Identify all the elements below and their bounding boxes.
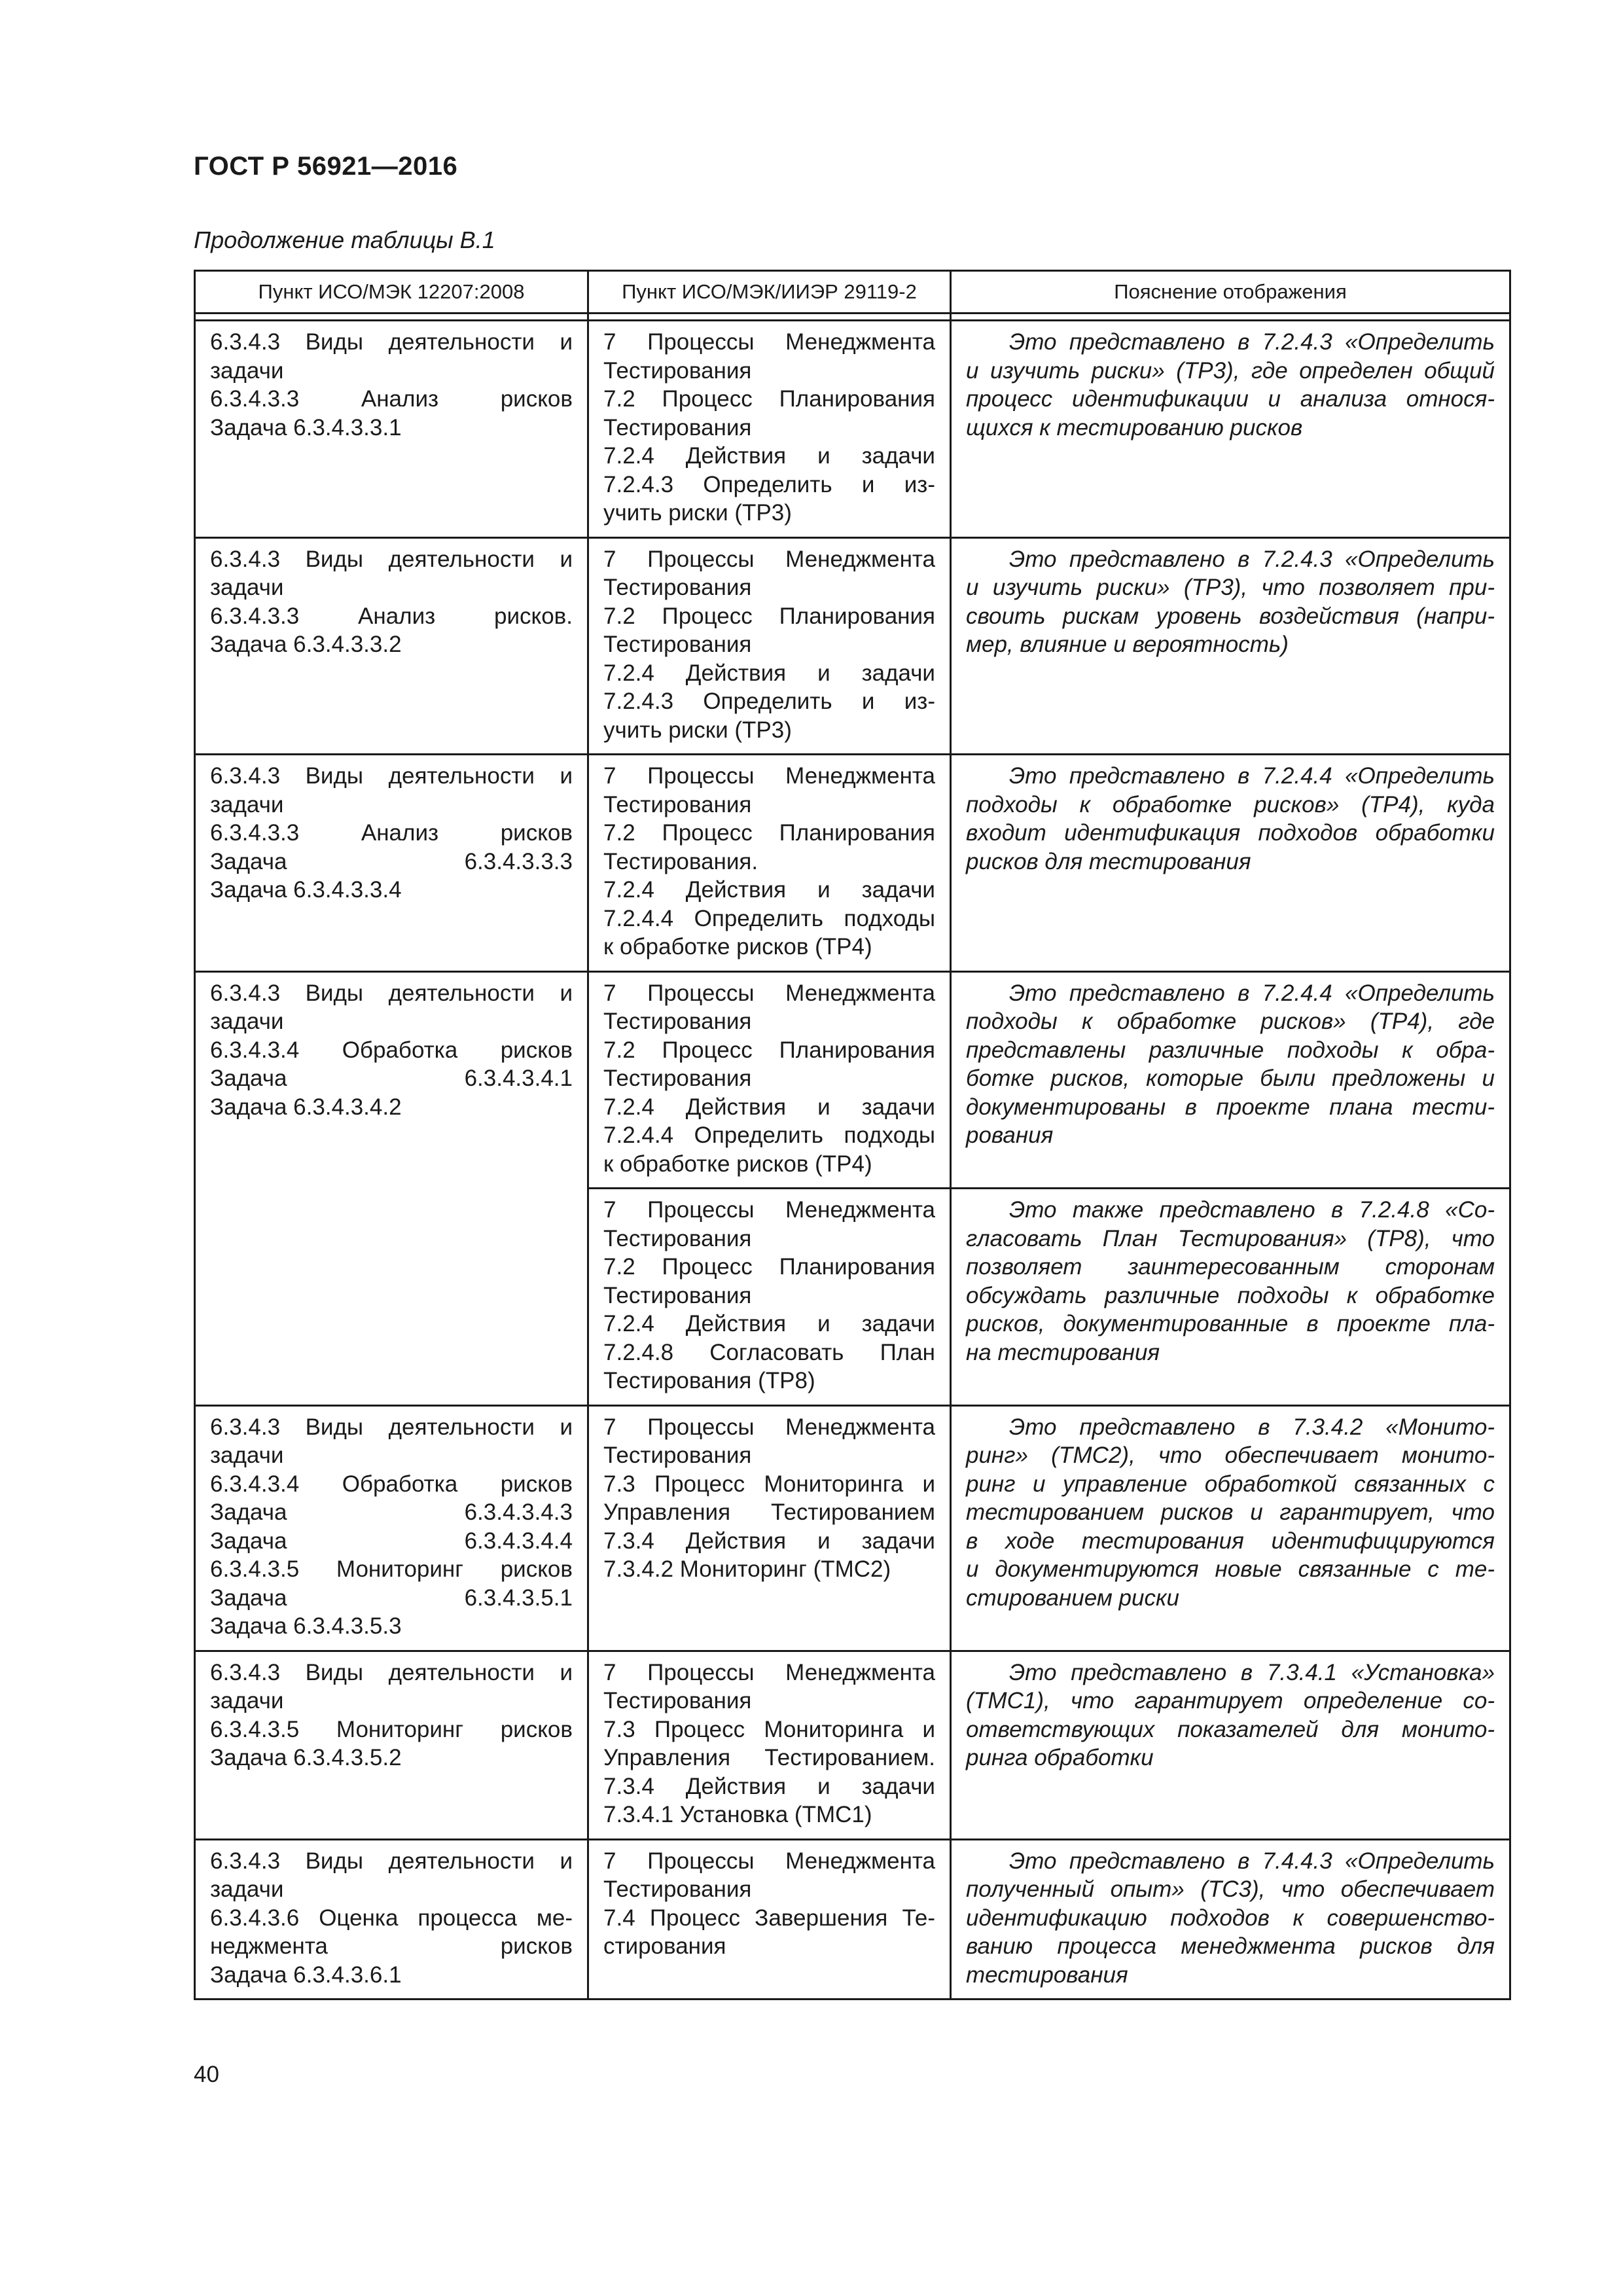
cell-line: 6.3.4.3.3 Анализ рисков xyxy=(210,386,573,412)
cell-line: Задача 6.3.4.3.4.4 xyxy=(210,1528,573,1554)
cell-line: 6.3.4.3.5 Мониторинг рисков xyxy=(210,1716,573,1742)
cell-line: 7.3 Процесс Мониторинга и xyxy=(603,1716,935,1742)
cell-line: Это также представлено в 7.2.4.8 «Со- xyxy=(1009,1197,1495,1223)
cell-line: Тестирования xyxy=(603,1066,752,1091)
cell-line: обсуждать различные подходы к обработке xyxy=(966,1282,1495,1308)
cell-line: Тестирования xyxy=(603,575,752,600)
cell-line: 7.2.4 Действия и задачи xyxy=(603,660,935,686)
cell-line: подходы к обработке рисков» (ТР4), где xyxy=(966,1009,1495,1034)
cell-line: позволяет заинтересованным сторонам xyxy=(966,1254,1495,1280)
table-row xyxy=(195,755,1510,972)
cell-line: рования xyxy=(966,1122,1054,1148)
cell-line: ринг и управление обработкой связанных с xyxy=(966,1471,1495,1497)
cell-line: 7.2.4.3 Определить и из- xyxy=(603,689,935,714)
cell-line: к обработке рисков (ТР4) xyxy=(603,1151,872,1177)
cell-line: Задача 6.3.4.3.5.2 xyxy=(210,1745,402,1770)
cell-line: Задача 6.3.4.3.3.4 xyxy=(210,877,402,903)
cell-line: ответствующих показателей для монито- xyxy=(966,1716,1495,1742)
cell-explanation xyxy=(951,755,1510,972)
cell-line: 7.2.4 Действия и задачи xyxy=(603,877,935,903)
cell-line: Тестирования xyxy=(603,1225,752,1251)
cell-line: 7 Процессы Менеджмента xyxy=(603,1659,935,1685)
cell-line: 6.3.4.3 Виды деятельности и xyxy=(210,546,573,572)
cell-line: Задача 6.3.4.3.4.2 xyxy=(210,1094,402,1120)
table-header-row xyxy=(195,271,1510,314)
cell-line: 7 Процессы Менеджмента xyxy=(603,329,935,355)
cell-line: ванию процесса менеджмента рисков для xyxy=(966,1933,1495,1959)
cell-line: 7.2.4 Действия и задачи xyxy=(603,1311,935,1336)
cell-line: 7.3 Процесс Мониторинга и xyxy=(603,1471,935,1497)
cell-line: своить рискам уровень воздействия (напри- xyxy=(966,603,1495,629)
cell-line: Это представлено в 7.3.4.2 «Монито- xyxy=(1009,1414,1495,1440)
cell-line: задачи xyxy=(210,1009,284,1034)
cell-line: 7.2 Процесс Планирования xyxy=(603,1254,935,1280)
cell-line: 7.2.4 Действия и задачи xyxy=(603,1094,935,1120)
cell-line: полученный опыт» (ТС3), что обеспечивает xyxy=(966,1876,1495,1902)
cell-line: Управления Тестированием. xyxy=(603,1745,935,1770)
table-row xyxy=(195,1839,1510,2000)
cell-line: в ходе тестирования идентифицируются xyxy=(966,1528,1495,1554)
page-number: 40 xyxy=(194,2062,219,2087)
cell-line: 7.2 Процесс Планирования xyxy=(603,386,935,412)
cell-line: 6.3.4.3 Виды деятельности и xyxy=(210,980,573,1006)
cell-explanation xyxy=(951,1839,1510,2000)
cell-iso12207 xyxy=(195,1839,588,2000)
cell-line: Задача 6.3.4.3.6.1 xyxy=(210,1962,402,1988)
cell-line: Это представлено в 7.2.4.4 «Определить xyxy=(1009,763,1495,789)
table-body xyxy=(195,321,1510,2000)
cell-line: 7 Процессы Менеджмента xyxy=(603,546,935,572)
cell-line: Тестирования. xyxy=(603,848,758,874)
cell-line: 7 Процессы Менеджмента xyxy=(603,1414,935,1440)
cell-iso12207 xyxy=(195,755,588,972)
cell-line: мер, влияние и вероятность) xyxy=(966,632,1289,657)
cell-line: Это представлено в 7.2.4.3 «Определить xyxy=(1009,546,1495,572)
cell-explanation xyxy=(951,1189,1510,1406)
cell-line: 6.3.4.3 Виды деятельности и xyxy=(210,763,573,789)
cell-line: 6.3.4.3 Виды деятельности и xyxy=(210,329,573,355)
table-row xyxy=(195,971,1510,1189)
cell-line: Задача 6.3.4.3.5.3 xyxy=(210,1613,402,1639)
cell-line: 6.3.4.3 Виды деятельности и xyxy=(210,1848,573,1874)
cell-line: (ТМС1), что гарантирует определение со- xyxy=(966,1688,1495,1713)
cell-line: и документируются новые связанные с те- xyxy=(966,1556,1495,1582)
cell-line: 7.2 Процесс Планирования xyxy=(603,1037,935,1063)
cell-line: гласовать План Тестирования» (ТР8), что xyxy=(966,1225,1495,1251)
cell-line: тестирования xyxy=(966,1962,1128,1988)
mapping-table xyxy=(194,270,1511,2000)
cell-line: стированием риски xyxy=(966,1585,1179,1611)
cell-line: Тестирования xyxy=(603,1282,752,1308)
cell-line: документированы в проекте плана тести- xyxy=(966,1094,1495,1120)
cell-line: на тестирования xyxy=(966,1339,1160,1365)
cell-explanation xyxy=(951,537,1510,755)
cell-line: идентификацию подходов к совершенство- xyxy=(966,1905,1495,1931)
cell-line: 7.3.4.2 Мониторинг (ТМС2) xyxy=(603,1556,891,1582)
column-header-iso29119: Пункт ИСО/МЭК/ИИЭР 29119-2 xyxy=(588,271,951,314)
cell-line: 7 Процессы Менеджмента xyxy=(603,1848,935,1874)
column-header-explanation: Пояснение отображения xyxy=(951,271,1510,314)
cell-line: ринга обработки xyxy=(966,1745,1154,1770)
cell-line: задачи xyxy=(210,357,284,384)
cell-line: задачи xyxy=(210,1688,284,1713)
cell-line: 6.3.4.3.5 Мониторинг рисков xyxy=(210,1556,573,1582)
cell-line: Это представлено в 7.3.4.1 «Установка» xyxy=(1009,1659,1495,1685)
cell-explanation xyxy=(951,1405,1510,1651)
cell-iso29119 xyxy=(588,537,951,755)
cell-iso12207 xyxy=(195,537,588,755)
document-id-header: ГОСТ Р 56921—2016 xyxy=(194,152,458,181)
cell-line: 7.4 Процесс Завершения Те- xyxy=(603,1905,935,1931)
cell-explanation xyxy=(951,1651,1510,1839)
cell-line: и изучить риски» (ТР3), где определен общий xyxy=(966,357,1495,384)
cell-explanation xyxy=(951,321,1510,538)
cell-line: рисков, документированные в проекте пла- xyxy=(966,1311,1495,1336)
cell-line: Задача 6.3.4.3.5.1 xyxy=(210,1585,573,1611)
cell-line: 7.3.4 Действия и задачи xyxy=(603,1773,935,1799)
cell-line: 6.3.4.3.4 Обработка рисков xyxy=(210,1037,573,1063)
cell-line: Это представлено в 7.4.4.3 «Определить xyxy=(1009,1848,1495,1874)
cell-line: 6.3.4.3 Виды деятельности и xyxy=(210,1414,573,1440)
table-row xyxy=(195,1405,1510,1651)
cell-line: 7 Процессы Менеджмента xyxy=(603,980,935,1006)
cell-line: 7 Процессы Менеджмента xyxy=(603,1197,935,1223)
cell-line: тестированием рисков и гарантирует, что xyxy=(966,1499,1495,1525)
cell-line: Это представлено в 7.2.4.3 «Определить xyxy=(1009,329,1495,355)
cell-line: Задача 6.3.4.3.4.1 xyxy=(210,1066,573,1091)
cell-explanation xyxy=(951,971,1510,1189)
cell-line: и изучить риски» (ТР3), что позволяет при- xyxy=(966,575,1495,600)
cell-line: подходы к обработке рисков» (ТР4), куда xyxy=(966,791,1495,817)
cell-line: неджмента рисков xyxy=(210,1933,573,1959)
cell-iso29119 xyxy=(588,1839,951,2000)
cell-line: учить риски (ТР3) xyxy=(603,500,792,526)
cell-iso12207 xyxy=(195,1651,588,1839)
cell-line: задачи xyxy=(210,791,284,817)
cell-line: 7.3.4 Действия и задачи xyxy=(603,1528,935,1554)
mapping-table-container xyxy=(194,270,1509,2000)
cell-iso12207 xyxy=(195,971,588,1405)
cell-iso29119 xyxy=(588,321,951,538)
table-row xyxy=(195,537,1510,755)
column-header-iso12207: Пункт ИСО/МЭК 12207:2008 xyxy=(195,271,588,314)
cell-line: Тестирования xyxy=(603,1009,752,1034)
cell-line: Тестирования xyxy=(603,357,752,384)
cell-iso29119 xyxy=(588,755,951,972)
cell-iso29119 xyxy=(588,1405,951,1651)
cell-iso29119 xyxy=(588,1651,951,1839)
table-row xyxy=(195,321,1510,538)
cell-line: задачи xyxy=(210,575,284,600)
cell-line: учить риски (ТР3) xyxy=(603,717,792,743)
cell-line: Тестирования xyxy=(603,414,752,440)
cell-line: щихся к тестированию рисков xyxy=(966,414,1303,440)
table-continuation-caption: Продолжение таблицы В.1 xyxy=(194,226,495,253)
cell-line: 6.3.4.3.3 Анализ рисков. xyxy=(210,603,573,629)
cell-line: Тестирования xyxy=(603,791,752,817)
cell-line: 7.2.4 Действия и задачи xyxy=(603,443,935,469)
cell-line: 6.3.4.3 Виды деятельности и xyxy=(210,1659,573,1685)
cell-line: Тестирования xyxy=(603,1688,752,1713)
cell-line: Это представлено в 7.2.4.4 «Определить xyxy=(1009,980,1495,1006)
cell-line: 7.3.4.1 Установка (ТМС1) xyxy=(603,1802,872,1827)
cell-line: 7.2 Процесс Планирования xyxy=(603,820,935,846)
cell-line: 7.2 Процесс Планирования xyxy=(603,603,935,629)
cell-line: Задача 6.3.4.3.3.3 xyxy=(210,848,573,874)
cell-line: 7.2.4.3 Определить и из- xyxy=(603,471,935,497)
cell-iso12207 xyxy=(195,1405,588,1651)
cell-line: 6.3.4.3.4 Обработка рисков xyxy=(210,1471,573,1497)
cell-line: Тестирования xyxy=(603,1876,752,1902)
cell-line: рисков для тестирования xyxy=(966,848,1251,874)
cell-line: 7.2.4.4 Определить подходы xyxy=(603,1122,935,1148)
table-row xyxy=(195,1651,1510,1839)
cell-line: 6.3.4.3.6 Оценка процесса ме- xyxy=(210,1905,573,1931)
cell-line: Задача 6.3.4.3.3.2 xyxy=(210,632,402,657)
cell-iso29119 xyxy=(588,971,951,1189)
header-spacer-row xyxy=(195,314,1510,321)
cell-line: Тестирования (ТР8) xyxy=(603,1368,815,1393)
cell-line: Задача 6.3.4.3.4.3 xyxy=(210,1499,573,1525)
cell-line: процесс идентификации и анализа относя- xyxy=(966,386,1495,412)
cell-line: представлены различные подходы к обра- xyxy=(966,1037,1495,1063)
cell-line: задачи xyxy=(210,1443,284,1468)
cell-line: Тестирования xyxy=(603,1443,752,1468)
cell-line: 6.3.4.3.3 Анализ рисков xyxy=(210,820,573,846)
cell-line: 7.2.4.4 Определить подходы xyxy=(603,905,935,931)
cell-line: к обработке рисков (ТР4) xyxy=(603,934,872,960)
cell-line: ринг» (ТМС2), что обеспечивает монито- xyxy=(966,1443,1495,1468)
cell-line: Задача 6.3.4.3.3.1 xyxy=(210,414,402,440)
cell-line: задачи xyxy=(210,1876,284,1902)
cell-line: стирования xyxy=(603,1933,726,1959)
cell-line: 7.2.4.8 Согласовать План xyxy=(603,1339,935,1365)
cell-iso12207 xyxy=(195,321,588,538)
cell-line: ботке рисков, которые были предложены и xyxy=(966,1066,1495,1091)
cell-line: 7 Процессы Менеджмента xyxy=(603,763,935,789)
cell-line: Управления Тестированием xyxy=(603,1499,935,1525)
cell-iso29119 xyxy=(588,1189,951,1406)
cell-line: входит идентификация подходов обработки xyxy=(966,820,1495,846)
cell-line: Тестирования xyxy=(603,632,752,657)
